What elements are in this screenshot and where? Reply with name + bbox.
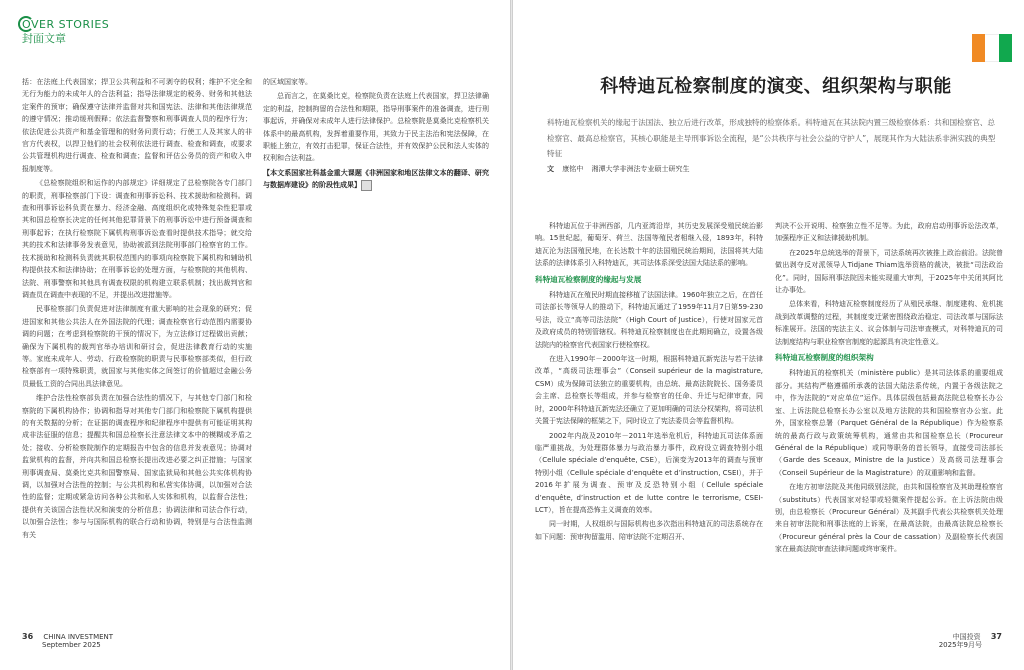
paragraph: 总体来看，科特迪瓦检察制度经历了从殖民承继、制度建构、危机挑战到改革调整的过程，其制度变迁紧密围绕政治稳定、司法改革与国际法标准展开。法国的宪法主义、议会体制与司法审查模式，对科特迪瓦的司法制度结构与职业检察官制度的起源具有决定性意义。 [775, 300, 1003, 346]
paragraph: 在2025年总统选举的背景下，司法系统再次被推上政治前沿。法院曾做出剥夺反对派领导人Tidjane Thiam选举资格的裁决，被批“司法政治化”。同时，国际刑事法院因未能实现重大审判，于2025年中关闭其阿比让办事处。 [775, 248, 1003, 295]
paragraph: 科特迪瓦的检察机关（ministère public）是其司法体系的重要组成部分。其结构严格遵循所承袭的法国大陆法系传统，内置于各级法院之中，作为法院的“对应单位”运作。具体层级包括最高法院总检察长办公室、上诉法院总检察长办公室以及地方法院的共和国检察官办公室。此外，国家检察总署（Parquet Général de la République）作为检察系统的最高行政与政策统筹机构，通常由共和国检察总长（Procureur Général de la République）或同等职务的首长领导，直接受司法部长（Garde des Sceaux, Ministre de la Justice）及高级司法理事会（Conseil Supérieur de la Magistrature）的双重影响和监督。 [775, 369, 1003, 477]
right-column-2 [775, 220, 1003, 558]
fund-note [263, 167, 489, 192]
right-footer [939, 633, 1002, 649]
paragraph: 民事检察部门负责促进对法律制度有重大影响的社会现象的研究；促进国家和其他公共法人在外国法院的代理；调查检察官行动范围内需要协调的问题；在考虑到检察院的干预的情况下，为立法修订过程做出贡献；确保为下属机构的裁判官举办培训和研讨会，促进法律教育行动的实施等。家庭未成年人、劳动、行政检察院的职责与民事检察部类似，但行政检察部有一项特殊职责，就国家与其他实体之间签订的价值超过金融公务员最低工资的合同出具法律意见。 [22, 305, 252, 388]
section-header [22, 18, 142, 44]
fund-note-text: 【本文系国家社科基金重大课题《非洲国家和地区法律文本的翻译、研究与数据库建设》的阶段性成果】 [263, 167, 489, 190]
page-number: 36 [22, 632, 34, 641]
paragraph: 维护合法性检察部负责在加强合法性的情况下，与其他专门部门和检察院的下属机构协作；协调和指导对其他专门部门和检察院下属机构提供的有关数据的分析；在证据的调查程序和纪律程序中提供有可能证明其构成非法征服的信息；提醒共和国总检察长注意法律文本中的模糊或矛盾之处；接收、分析检察院制作的定期报告中包含的信息并发表意见；协调对监狱机构的监督，并向共和国总检察长提出改进必要之纠正措施；与国家刑事调查局、莫桑比克共和国警察局、国家监狱局和其他公共实体机构协调，以加强对合法性的控制；与公共机构和私营实体协调，以加强对合法性的监督；定期或紧急访问各种公共和私人实体和机构，以监督合法性；提供有关该国合法性状况和演变的分析信息；协调法律和司法合作行动，以加强合法性；参与与国际机构的联合行动和协调，特别是与合法性监测有关 [22, 394, 252, 539]
left-page [0, 0, 510, 670]
byline-author: 康铭中 [562, 165, 584, 173]
footer-magazine: 中国投资 [952, 633, 981, 641]
paragraph: 判决不公开说明、检察独立性不足等。为此，政府启动刑事诉讼法改革，加强程序正义和法律援助机制。 [775, 222, 1003, 243]
paragraph: 在地方初审法院及其他同级别法院，由共和国检察官及其助理检察官（substituts）代表国家对轻罪或轻微案件提起公诉。在上诉法院由级别，由总检察长（Procureur Général）及其副手代表公共检察机关处理来自初审法院和刑事法庭的上诉案，在最高法院，由最高法院总检察长（Procureur général près la Cour de cassation）及副检察长代表国家在最高法院审查法律问题或终审案件。 [775, 483, 1003, 554]
article-title: 科特迪瓦检察制度的演变、组织架构与职能 [600, 76, 952, 97]
left-footer [22, 633, 113, 649]
paragraph: 的区域国家等。 [263, 78, 312, 86]
footer-date: September 2025 [42, 641, 101, 649]
section-header-en: OVER STORIES [22, 18, 110, 31]
footer-date: 2025年9月号 [938, 641, 982, 649]
left-column-1 [22, 76, 252, 543]
paragraph: 《总检察院组织和运作的内部规定》详细规定了总检察院各专门部门的职责，刑事检察部门下设：调查和刑事诉讼科、技术援助和检测科。调查和刑事诉讼科负责在暴力、经济金融、高度组织化或特殊复杂性犯罪或其和国总检察长决定的任何其他犯罪背景下的刑事诉讼中进行预备调查和刑事起诉；在执行检察院下属机构刑事诉讼查看时提供技术指导；就交给其的技术和法律事务发表意见，协助被派到法院刑事部门检察官的工作。技术援助和检测科负责就其职权范围内的事项向检察院下属机构和辅助机构提供技术和法律协助；在刑事诉讼的处理方面，与检察院的其他机构、法院、刑事警察和其他具有调查权限的机构建立联系机制；找出裁判官和调查员在调查中表现的不足，并提出改进措施等。 [22, 179, 252, 299]
section-heading: 科特迪瓦检察制度的缘起与发展 [535, 274, 642, 284]
paragraph: 科特迪瓦在殖民时期直接移植了法国法律。1960年独立之后，在首任司法部长等领导人的推动下，科特迪瓦通过了1959年11月7日第59-230号法，设立“高等司法法院”（High Court of Justice），行使对国家元首及政府成员的特别管辖权。科特迪瓦检察制度也在此期间确立，设置各级法院内的检察官代表国家行使检察权。 [535, 291, 763, 349]
paragraph: 总而言之，在莫桑比克，检察院负责在法庭上代表国家，捍卫法律确定的利益，控制拘留的合法性和期限，指导刑事案件的准备调查，进行刑事起诉，并确保对未成年人进行法律保护。总检察院是莫桑比克检察机关体系中的最高机构，发挥着重要作用，其致力于民主法治和宪法保障，在职能上独立，有效打击犯罪，保证合法性，并有效保护公民和法人实体的权利和合法利益。 [263, 92, 489, 163]
paragraph: 2002年内战及2010年－2011年选举危机后，科特迪瓦司法体系面临严重挑战，为处理群体暴力与政治暴力事件，政府设立调查特别小组（Cellule spéciale d’enquête, CSE），后演变为2013年的调查与预审特别小组（Cellule spéciale d’enquête et d’instruction, CSEI），并于2016年扩展为调查、预审及反恐特别小组（Cellule spéciale d’enquête, d’instruction et de lutte contre le terrorisme, CSEI-LCT），旨在提高恐怖主义调查的效率。 [535, 431, 763, 514]
right-page [513, 0, 1024, 670]
left-column-2 [263, 76, 489, 194]
byline-label: 文 [547, 165, 554, 173]
byline-affiliation: 湘潭大学非洲法专业硕士研究生 [591, 165, 690, 173]
section-heading: 科特迪瓦检察制度的组织架构 [775, 353, 874, 363]
cote-divoire-flag-icon [972, 34, 1012, 62]
byline [547, 164, 689, 174]
paragraph: 在进入1990年－2000年这一时期，根据科特迪瓦新宪法与若干法律改革，“高级司法理事会”（Conseil supérieur de la magistrature, CSM）成为保障司法独立的重要机构，由总统、最高法院院长、国务委员会主席、总检察长等组成，并参与检察官的任命、升迁与纪律审查，同时，2000年科特迪瓦新宪法还确立了更加明确的司法分权架构，将司法机关置于宪法保障的框架之下，同时设立了宪法委员会等监督机构。 [535, 355, 763, 426]
paragraph: 括：在法庭上代表国家；捍卫公共利益和不可剥夺的权利；维护不完全和无行为能力的未成年人的合法利益；指导法律规定的税务、财务和其他法定案件的预审；确保遵守法律并监督对共和国宪法、法律和其他法律规范的遵守情况；推动缓刑假释；依法监督警察和刑事调查人员的程序行为；依法促进公共资产和基金管理和的财务问责行动；行使工人及其家人的非官方代表权，以捍卫他们的社会权利依法进行调查、检查和调查，或要求公共管理机构进行调查、检查和调查；监督和评估公务员的资产和收入申报制度等。 [22, 78, 252, 173]
footer-magazine: CHINA INVESTMENT [43, 633, 114, 641]
article-lead: 科特迪瓦检察机关的缘起于法国法、独立后进行改革，形成独特的检察体系。科特迪瓦在其法院内置三级检察体系：共和国检察官、总检察官、最高总检察官，其核心职能是主导刑事诉讼全流程，是“公共秩序与社会公益的守护人”，展现其作为大陆法系非洲实践的典型特征 [547, 118, 996, 158]
paragraph: 同一时期，人权组织与国际机构也多次指出科特迪瓦的司法系统存在如下问题：预审拘留滥用、陪审法院不定期召开、 [535, 520, 763, 541]
paragraph: 科特迪瓦位于非洲西部，几内亚湾沿岸，其历史发展深受殖民统治影响。15世纪起，葡萄牙、荷兰、法国等殖民者相继入侵，1893年，科特迪瓦沦为法国殖民地，在长达数十年的法国殖民统治期间，法国将其大陆法系的法律体系引入科特迪瓦，其司法体系深受法国大陆法系的影响。 [535, 222, 763, 268]
right-column-1 [535, 220, 763, 545]
end-mark-icon [361, 180, 372, 191]
section-header-cn: 封面文章 [22, 32, 66, 45]
page-number: 37 [990, 632, 1002, 641]
